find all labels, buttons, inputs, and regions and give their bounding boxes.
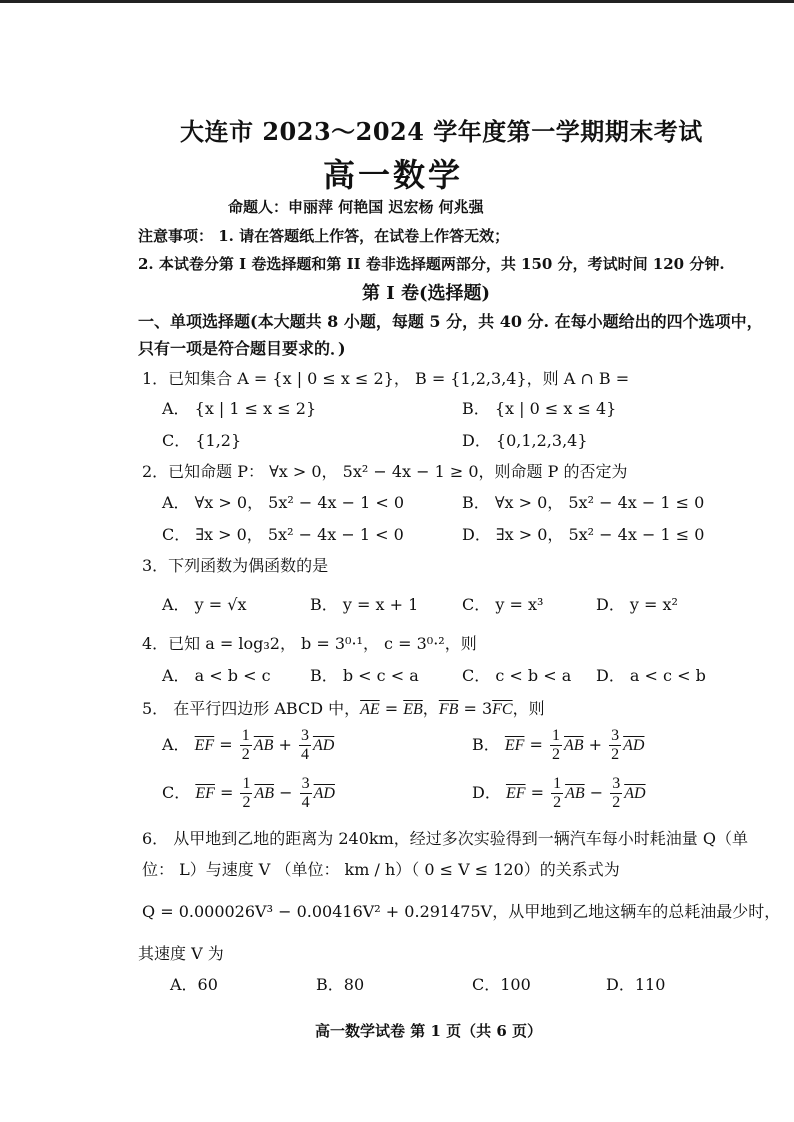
plus: + xyxy=(278,735,292,754)
section-instruction-1: 一、单项选择题(本大题共 8 小题，每题 5 分，共 40 分. 在每小题给出的四个选项中， xyxy=(138,312,763,331)
q2-option-b: B． ∀x > 0， 5x² − 4x − 1 ≤ 0 xyxy=(462,493,705,512)
q5-stem-suffix: ，则 xyxy=(512,699,545,718)
option-label: B． xyxy=(472,735,500,754)
vector-ae: $\overline{AE}$ xyxy=(360,701,380,718)
fraction: $\frac{3}{4}$ xyxy=(301,775,310,811)
vector-ab: $\overline{AB}$ xyxy=(564,737,584,754)
q1-option-a: A． {x | 1 ≤ x ≤ 2} xyxy=(162,399,317,418)
exam-title: 大连市 2023～2024 学年度第一学期期末考试 xyxy=(180,117,703,146)
q3-option-d: D． y = x² xyxy=(596,595,678,614)
option-label: A． xyxy=(162,735,190,754)
option-label: C． xyxy=(162,783,191,802)
q3-option-b: B． y = x + 1 xyxy=(310,595,419,614)
section-instruction-2: 只有一项是符合题目要求的．) xyxy=(138,339,346,358)
option-label: D． xyxy=(472,783,501,802)
q6-line-1: 6． 从甲地到乙地的距离为 240km，经过多次实验得到一辆汽车每小时耗油量 Q（单 xyxy=(142,829,748,848)
fraction: $\frac{3}{2}$ xyxy=(612,775,621,811)
vector-ef: $\overline{EF}$ xyxy=(505,785,526,802)
q2-option-d: D． ∃x > 0， 5x² − 4x − 1 ≤ 0 xyxy=(462,525,705,544)
q5-option-c xyxy=(162,776,335,811)
equals: = xyxy=(379,699,404,718)
plus: + xyxy=(588,735,603,754)
q3-option-c: C． y = x³ xyxy=(462,595,544,614)
q2-option-a: A． ∀x > 0， 5x² − 4x − 1 < 0 xyxy=(162,493,405,512)
q4-option-a: A． a < b < c xyxy=(162,666,271,685)
q4-option-c: C． c < b < a xyxy=(462,666,572,685)
vector-ad: $\overline{AD}$ xyxy=(623,737,645,754)
equals: = xyxy=(219,735,233,754)
q6-option-a: A．60 xyxy=(170,975,218,994)
minus: − xyxy=(589,783,604,802)
q3-option-a: A． y = √x xyxy=(162,595,247,614)
vector-fb: $\overline{FB}$ xyxy=(438,701,459,718)
subject-title: 高一数学 xyxy=(323,156,464,194)
q1-option-b: B． {x | 0 ≤ x ≤ 4} xyxy=(462,399,617,418)
equals: = xyxy=(219,783,234,802)
vector-ef: $\overline{EF}$ xyxy=(195,785,215,802)
q6-option-c: C．100 xyxy=(472,975,531,994)
vector-ab: $\overline{AB}$ xyxy=(253,737,274,754)
q6-line-4: 其速度 V 为 xyxy=(138,944,224,963)
vector-eb: $\overline{EB}$ xyxy=(403,701,423,718)
equals: = xyxy=(529,735,543,754)
q6-option-b: B．80 xyxy=(316,975,365,994)
fraction: $\frac{1}{2}$ xyxy=(552,727,560,763)
q5-option-a xyxy=(162,728,334,763)
minus: − xyxy=(279,783,293,802)
q6-formula-line: Q = 0.000026V³ − 0.00416V² + 0.291475V，从甲地到乙地这辆车的总耗油最少时， xyxy=(142,902,781,921)
equals: = xyxy=(530,783,544,802)
q2-option-c: C． ∃x > 0， 5x² − 4x − 1 < 0 xyxy=(162,525,404,544)
authors: 命题人：申丽萍 何艳国 迟宏杨 何兆强 xyxy=(228,198,484,216)
separator: ， xyxy=(422,699,439,718)
q4-stem: 4．已知 a = log₃2， b = 3⁰·¹， c = 3⁰·²，则 xyxy=(142,634,477,653)
notice-line-2: 2. 本试卷分第 I 卷选择题和第 II 卷非选择题两部分，共 150 分，考试时间 120 分钟. xyxy=(138,255,725,273)
q5-stem xyxy=(142,696,545,719)
fraction: $\frac{1}{2}$ xyxy=(553,775,562,811)
q1-option-d: D． {0,1,2,3,4} xyxy=(462,431,588,450)
vector-ef: $\overline{EF}$ xyxy=(194,737,215,754)
q5-stem-prefix: 5． 在平行四边形 ABCD 中， xyxy=(142,699,361,718)
fraction: $\frac{3}{4}$ xyxy=(300,727,309,763)
q4-option-b: B． b < c < a xyxy=(310,666,419,685)
q6-option-d: D．110 xyxy=(606,975,666,994)
q1-stem: 1．已知集合 A = {x | 0 ≤ x ≤ 2}， B = {1,2,3,4}，则 A ∩ B = xyxy=(142,369,630,388)
top-border xyxy=(0,0,794,3)
vector-ad: $\overline{AD}$ xyxy=(312,737,335,754)
equals-three: = 3 xyxy=(458,699,493,718)
q1-option-c: C． {1,2} xyxy=(162,431,242,450)
fraction: $\frac{1}{2}$ xyxy=(242,775,251,811)
notice-line-1: 注意事项： 1. 请在答题纸上作答，在试卷上作答无效； xyxy=(138,227,510,245)
vector-ad: $\overline{AD}$ xyxy=(313,785,335,802)
fraction: $\frac{3}{2}$ xyxy=(611,727,620,763)
vector-ab: $\overline{AB}$ xyxy=(254,785,275,802)
vector-fc: $\overline{FC}$ xyxy=(492,701,513,718)
page-footer: 高一数学试卷 第 1 页（共 6 页） xyxy=(315,1022,542,1040)
q3-stem: 3．下列函数为偶函数的是 xyxy=(142,556,329,575)
fraction: $\frac{1}{2}$ xyxy=(241,727,250,763)
q5-option-d xyxy=(472,776,646,811)
vector-ab: $\overline{AB}$ xyxy=(565,785,585,802)
q6-line-2: 位： L）与速度 V （单位： km / h）（ 0 ≤ V ≤ 120）的关系式为 xyxy=(142,860,620,879)
part-heading: 第 I 卷(选择题) xyxy=(362,283,490,304)
q2-stem: 2．已知命题 P： ∀x > 0， 5x² − 4x − 1 ≥ 0，则命题 P 的否定为 xyxy=(142,462,628,481)
q5-option-b xyxy=(472,728,644,763)
q4-option-d: D． a < c < b xyxy=(596,666,706,685)
vector-ef: $\overline{EF}$ xyxy=(504,737,525,754)
vector-ad: $\overline{AD}$ xyxy=(624,785,646,802)
